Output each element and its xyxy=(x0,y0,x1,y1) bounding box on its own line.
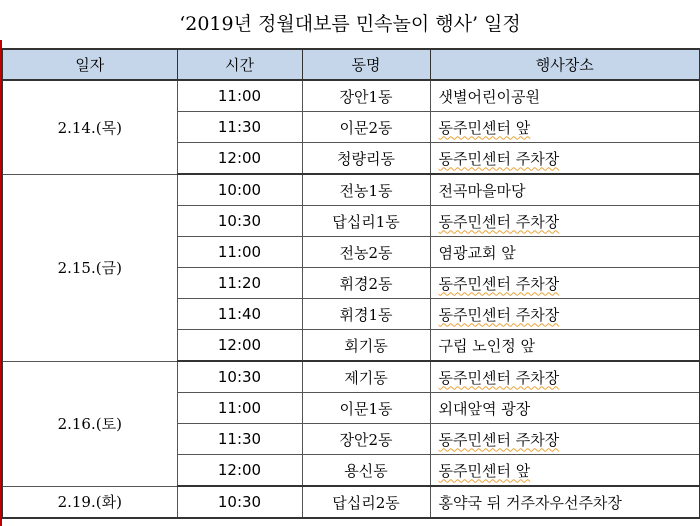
time-cell: 11:30 xyxy=(177,112,302,143)
dong-cell: 답십리1동 xyxy=(302,206,430,237)
time-cell: 11:00 xyxy=(177,393,302,424)
place-cell xyxy=(430,299,700,330)
dong-cell: 청량리동 xyxy=(302,143,430,175)
place-cell xyxy=(430,174,700,206)
time-cell: 12:00 xyxy=(177,330,302,362)
document-title: ‘2019년 정월대보름 민속놀이 행사’ 일정 xyxy=(179,13,521,35)
place-cell xyxy=(430,143,700,175)
place-cell xyxy=(430,424,700,455)
schedule-table xyxy=(1,48,700,519)
place-cell xyxy=(430,112,700,143)
dong-cell: 답십리2동 xyxy=(302,486,430,518)
dong-cell: 용신동 xyxy=(302,455,430,487)
place-text: 동주민센터 앞 xyxy=(438,118,531,137)
place-text: 동주민센터 주차장 xyxy=(438,274,560,293)
place-text: 동주민센터 주차장 xyxy=(438,305,560,324)
table-row xyxy=(2,361,700,393)
time-cell: 11:40 xyxy=(177,299,302,330)
place-text: 동주민센터 주차장 xyxy=(438,212,560,231)
date-cell: 2.14.(목) xyxy=(2,80,177,174)
time-cell: 12:00 xyxy=(177,143,302,175)
place-text: 외대앞역 광장 xyxy=(438,399,531,418)
table-row xyxy=(2,486,700,518)
place-cell xyxy=(430,486,700,518)
date-cell: 2.16.(토) xyxy=(2,361,177,486)
place-text: 동주민센터 주차장 xyxy=(438,368,560,387)
time-cell: 11:00 xyxy=(177,237,302,268)
place-text: 샛별어린이공원 xyxy=(438,87,540,106)
place-text: 동주민센터 주차장 xyxy=(438,430,560,449)
dong-cell: 제기동 xyxy=(302,361,430,393)
place-cell xyxy=(430,268,700,299)
place-cell xyxy=(430,237,700,268)
dong-cell: 이문1동 xyxy=(302,393,430,424)
table-row xyxy=(2,80,700,112)
time-cell: 10:30 xyxy=(177,361,302,393)
date-cell: 2.19.(화) xyxy=(2,486,177,518)
time-cell: 10:30 xyxy=(177,206,302,237)
place-text: 전곡마을마당 xyxy=(438,181,526,200)
header-place: 행사장소 xyxy=(430,49,700,80)
date-cell: 2.15.(금) xyxy=(2,174,177,361)
dong-cell: 회기동 xyxy=(302,330,430,362)
header-date: 일자 xyxy=(2,49,177,80)
place-text: 동주민센터 주차장 xyxy=(438,149,560,168)
place-cell xyxy=(430,455,700,487)
header-time: 시간 xyxy=(177,49,302,80)
dong-cell: 전농2동 xyxy=(302,237,430,268)
place-cell xyxy=(430,361,700,393)
time-cell: 11:00 xyxy=(177,80,302,112)
place-text: 동주민센터 앞 xyxy=(438,461,531,480)
time-cell: 12:00 xyxy=(177,455,302,487)
place-cell xyxy=(430,393,700,424)
dong-cell: 휘경1동 xyxy=(302,299,430,330)
table-row xyxy=(2,174,700,206)
time-cell: 10:00 xyxy=(177,174,302,206)
dong-cell: 이문2동 xyxy=(302,112,430,143)
place-cell xyxy=(430,80,700,112)
time-cell: 11:30 xyxy=(177,424,302,455)
dong-cell: 전농1동 xyxy=(302,174,430,206)
dong-cell: 장안1동 xyxy=(302,80,430,112)
time-cell: 10:30 xyxy=(177,486,302,518)
dong-cell: 휘경2동 xyxy=(302,268,430,299)
table-header-row xyxy=(2,49,700,80)
place-text: 염광교회 앞 xyxy=(438,243,516,262)
place-cell xyxy=(430,330,700,362)
table-body xyxy=(2,80,700,518)
time-cell: 11:20 xyxy=(177,268,302,299)
dong-cell: 장안2동 xyxy=(302,424,430,455)
place-text: 구립 노인정 앞 xyxy=(438,336,535,355)
place-cell xyxy=(430,206,700,237)
header-dong: 동명 xyxy=(302,49,430,80)
place-text: 홍약국 뒤 거주자우선주차장 xyxy=(438,493,622,512)
